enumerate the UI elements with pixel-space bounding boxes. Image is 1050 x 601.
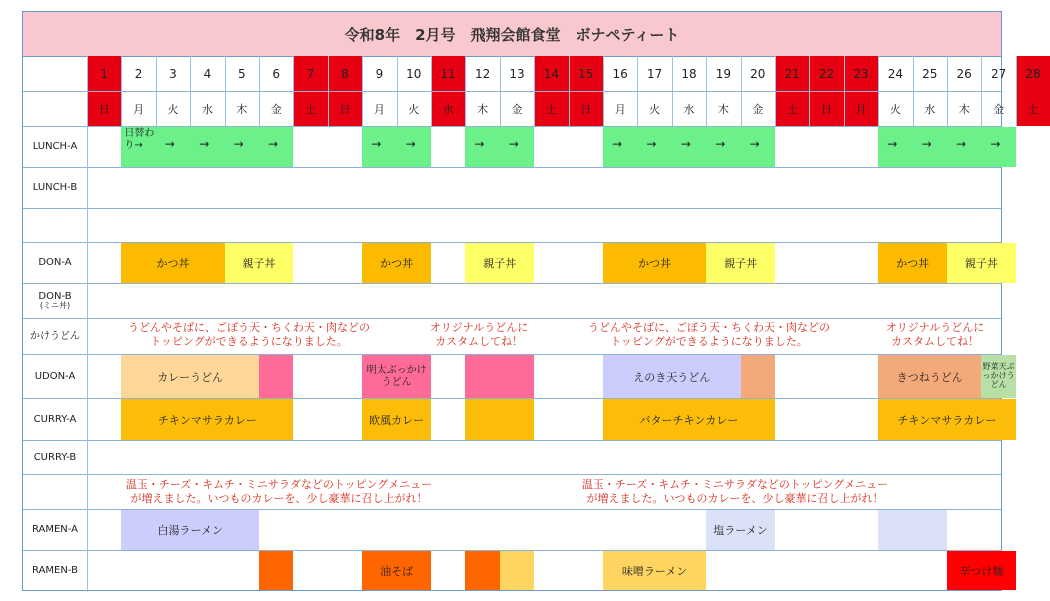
day-number: 18 (681, 66, 697, 81)
menu-sheet (22, 11, 1041, 591)
don-oyako-block: 親子丼 (947, 243, 1016, 283)
don-katsu-block: かつ丼 (362, 243, 431, 283)
topping-note: うどんやそばに、ごぼう天・ちくわ天・肉などの トッピングができるようになりました。 (128, 321, 370, 348)
row-label-sub: (ミニ丼) (39, 300, 71, 310)
weekday-label: 水 (201, 102, 213, 116)
grid-hline (23, 167, 1001, 168)
arrow-icon: → (680, 137, 691, 151)
arrow-icon: → (164, 137, 175, 151)
day-number: 12 (474, 66, 491, 81)
row-label-don-b (23, 283, 87, 318)
ramen-paitan-block: 白湯ラーメン (121, 510, 259, 550)
grid-hline (23, 509, 1001, 510)
day-number: 10 (406, 66, 422, 81)
day-number: 8 (341, 66, 349, 81)
don-oyako-block: 親子丼 (225, 243, 294, 283)
grid-hline (23, 126, 1001, 127)
weekday-label: 木 (717, 102, 729, 116)
weekday-label: 月 (133, 102, 145, 116)
grid-hline (23, 474, 1001, 475)
curry-note: 温玉・チーズ・キムチ・ミニサラダなどのトッピングメニュー が増えました。いつものカレーを、少し豪華に召し上がれ！ (581, 478, 889, 505)
weekday-label: 火 (408, 102, 420, 116)
row-label-curry-b: CURRY-B (33, 451, 77, 463)
weekday-label: 木 (958, 102, 970, 116)
curry-oufu-block: 欧風カレー (362, 399, 431, 440)
day-number: 7 (306, 66, 315, 81)
curry-masala-block: チキンマサラカレー (121, 399, 293, 440)
day-number: 26 (956, 66, 972, 81)
day-number: 23 (853, 66, 869, 81)
weekday-label: 火 (889, 102, 901, 116)
weekday-label: 水 (442, 102, 454, 116)
day-number: 2 (134, 66, 143, 81)
grid-hline (23, 208, 1001, 209)
day-number: 15 (578, 66, 594, 81)
don-katsu-block: かつ丼 (603, 243, 706, 283)
day-number: 20 (750, 66, 766, 81)
arrow-icon: → (474, 137, 485, 151)
higawari-text: 日替わり→ (124, 128, 155, 151)
arrow-icon: → (956, 137, 967, 151)
day-number: 27 (990, 66, 1007, 81)
day-number: 19 (715, 66, 732, 81)
row-label-text: DON-B (38, 290, 72, 302)
weekday-label: 土 (545, 102, 557, 116)
weekday-label: 金 (752, 102, 764, 116)
day-number: 25 (922, 66, 938, 81)
weekday-label: 金 (511, 102, 523, 116)
weekday-label: 水 (683, 102, 695, 116)
curry-butter-block: バターチキンカレー (603, 399, 775, 440)
arrow-icon: → (749, 137, 760, 151)
ramen-yellow-block (500, 551, 534, 590)
weekday-label: 日 (580, 102, 592, 116)
don-oyako-block: 親子丼 (706, 243, 775, 283)
arrow-icon: → (233, 137, 244, 151)
weekday-label: 日 (339, 102, 351, 116)
weekday-label: 木 (236, 102, 248, 116)
arrow-icon: → (990, 137, 1001, 151)
udon-enoki-block: えのき天うどん (603, 355, 741, 398)
day-number: 24 (887, 66, 904, 81)
don-katsu-block: かつ丼 (878, 243, 947, 283)
udon-salmon-block (741, 355, 775, 398)
custom-note: オリジナルうどんに カスタムしてね！ (885, 321, 985, 348)
don-katsu-block: かつ丼 (121, 243, 224, 283)
ramen-pale-block (878, 510, 947, 550)
ramen-karatsuke-block: 辛つけ麺 (947, 551, 1016, 590)
weekday-label: 金 (270, 102, 282, 116)
custom-note: オリジナルうどんに カスタムしてね！ (429, 321, 529, 348)
curry-note: 温玉・チーズ・キムチ・ミニサラダなどのトッピングメニュー が増えました。いつものカレーを、少し豪華に召し上がれ！ (125, 478, 433, 505)
udon-mentai-block: 明太ぶっかけ うどん (362, 355, 431, 398)
ramen-shio-block: 塩ラーメン (706, 510, 775, 550)
weekday-label: 日 (821, 102, 833, 116)
arrow-icon: → (715, 137, 726, 151)
arrow-icon: → (508, 137, 519, 151)
udon-pink-block (259, 355, 293, 398)
arrow-icon: → (405, 137, 416, 151)
weekday-label: 火 (167, 102, 179, 116)
weekday-label: 金 (993, 102, 1005, 116)
ramen-miso-block: 味噌ラーメン (603, 551, 706, 590)
row-label-lunch-a: LUNCH-A (32, 141, 78, 152)
grid-hline (23, 440, 1001, 441)
arrow-icon: → (887, 137, 898, 151)
day-number: 21 (784, 66, 800, 81)
page-title: 令和8年 2月号 飛翔会館食堂 ボナペティート (23, 12, 1001, 57)
row-label-udon-a: UDON-A (34, 370, 76, 382)
row-label-kake: かけうどん (30, 330, 80, 342)
grid-hline (23, 550, 1001, 551)
udon-kitsune-block: きつねうどん (878, 355, 981, 398)
udon-curry-block: カレーうどん (121, 355, 259, 398)
grid-hline (23, 354, 1001, 355)
don-oyako-block: 親子丼 (465, 243, 534, 283)
arrow-icon: → (921, 137, 932, 151)
row-label-curry-a: CURRY-A (33, 413, 77, 425)
weekday-label: 月 (373, 102, 385, 116)
day-number: 1 (100, 66, 109, 81)
arrow-icon: → (199, 137, 210, 151)
ramen-abura-block: 油そば (362, 551, 431, 590)
curry-gold-block (465, 399, 534, 440)
weekday-label: 日 (98, 102, 110, 116)
weekday-label: 水 (924, 102, 936, 116)
day-number: 14 (543, 66, 560, 81)
row-label-ramen-a: RAMEN-A (31, 524, 79, 535)
row-label-don-a: DON-A (38, 257, 72, 268)
weekday-label: 土 (305, 102, 317, 116)
weekday-label: 木 (477, 102, 489, 116)
arrow-icon: → (612, 137, 623, 151)
ramen-orange-block (259, 551, 293, 590)
arrow-icon: → (268, 137, 279, 151)
day-number: 5 (237, 66, 246, 81)
row-label-lunch-b: LUNCH-B (32, 182, 78, 193)
day-number: 6 (272, 66, 281, 81)
weekday-label: 土 (1027, 102, 1039, 116)
day-number: 3 (169, 66, 177, 81)
row-label-ramen-b: RAMEN-B (32, 564, 78, 576)
weekday-label: 火 (649, 102, 661, 116)
arrow-icon: → (646, 137, 657, 151)
udon-yasai-block: 野菜天ぶっかけうどん (981, 355, 1015, 398)
ramen-orange-block (465, 551, 499, 590)
grid-hline (23, 242, 1001, 243)
day-number: 13 (509, 66, 525, 81)
day-number: 16 (612, 66, 628, 81)
arrow-icon: → (371, 137, 382, 151)
weekday-label: 月 (855, 102, 867, 116)
grid-hline (23, 398, 1001, 399)
curry-masala-block: チキンマサラカレー (878, 399, 1016, 440)
day-number: 28 (1025, 66, 1041, 81)
udon-pink-block (465, 355, 534, 398)
day-number: 22 (818, 66, 835, 81)
day-number: 17 (646, 66, 663, 81)
day-number: 9 (375, 66, 384, 81)
weekday-label: 土 (786, 102, 798, 116)
weekday-label: 月 (614, 102, 626, 116)
day-number: 4 (203, 66, 212, 81)
day-number: 11 (440, 66, 456, 81)
grid-hline (23, 283, 1001, 284)
topping-note: うどんやそばに、ごぼう天・ちくわ天・肉などの トッピングができるようになりました。 (588, 321, 830, 348)
grid-hline (23, 318, 1001, 319)
